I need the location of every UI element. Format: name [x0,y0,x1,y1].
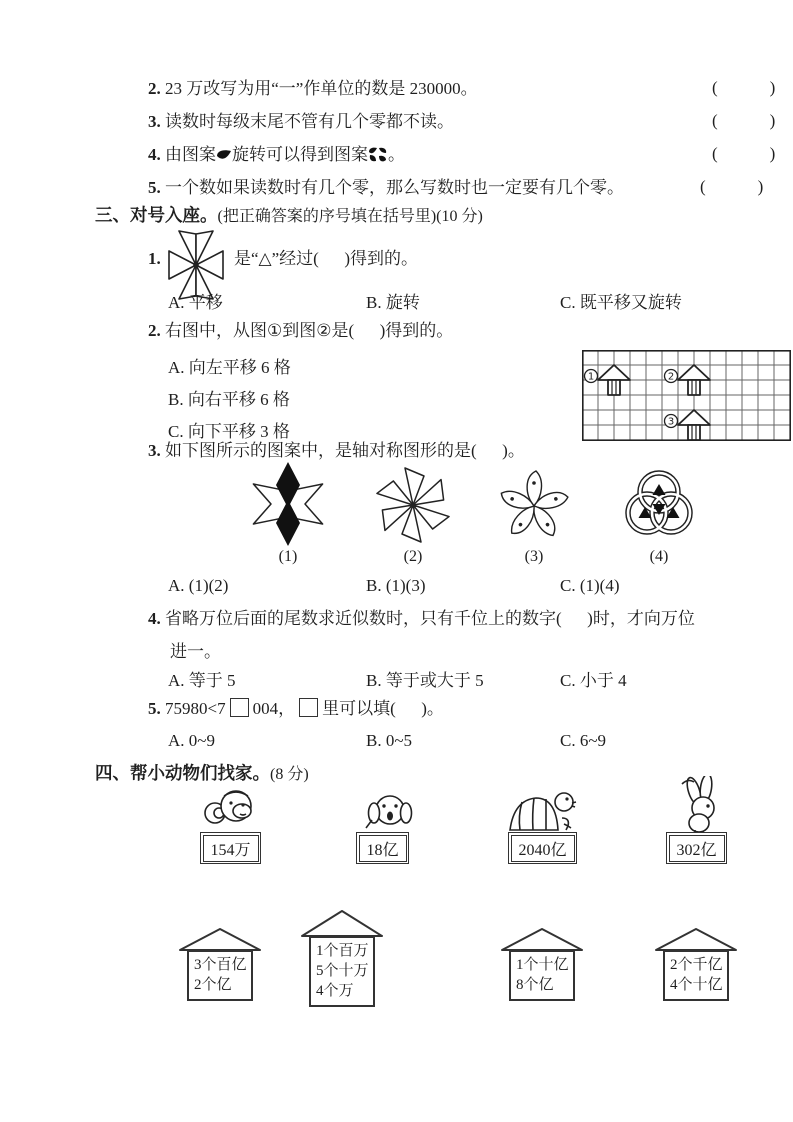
q1-text: 是“△”经过( )得到的。 [234,249,418,268]
dog-sign [356,832,409,864]
judge-item-5 [148,177,624,199]
dog-figure [358,790,422,834]
q2-option-b: B. 向右平移 6 格 [168,390,290,409]
q4-number: 4. [148,609,161,628]
q5-text-p1: 75980<7 [160,699,226,718]
rabbit-figure [668,776,732,834]
q3-number: 3. [148,441,161,460]
q3-option-b: B. (1)(3) [366,576,426,595]
house-2 [300,908,384,1007]
q4-stem-line2: 进一。 [170,642,221,661]
q3-figure-4-triquetra [620,462,698,546]
house-1 [178,926,262,1001]
turtle-figure [506,788,578,834]
house-1-roof [178,926,262,952]
q5-stem [148,698,444,720]
section3-title [95,202,483,227]
turtle-sign [508,832,577,864]
four-leaf-pattern-icon [368,147,388,165]
q5-blank-box-1 [230,698,249,717]
section4-title [95,760,309,785]
grid-label-2: 2 [667,371,675,383]
q5-option-a: A. 0~9 [168,731,215,750]
house-2-body [309,936,375,1007]
house-4 [654,926,738,1001]
section3-title-main: 三、对号入座。 [95,205,218,225]
q4-text-line1: 省略万位后面的尾数求近似数时，只有千位上的数字( )时，才向万位 [160,609,695,628]
q4-option-a: A. 等于 5 [168,671,236,690]
judge-item-5-answer-bracket: ( ) [700,177,766,196]
grid-label-1: 1 [587,371,595,383]
q3-figure-4-label: (4) [649,548,669,565]
judge-item-4 [148,144,405,166]
section4-title-sub: (8 分) [270,766,309,783]
q2-grid-figure [582,350,791,441]
monkey-sign-value: 154万 [203,835,259,862]
q2-option-a: A. 向左平移 6 格 [168,358,291,377]
judge-item-2-number: 2. [148,79,161,98]
judge-item-5-text: 一个数如果读数时有几个零，那么写数时也一定要有几个零。 [160,178,624,197]
q3-figure-2-label: (2) [403,548,423,565]
monkey-figure [198,786,264,834]
q5-text-p3: 里可以填( )。 [322,699,444,718]
rabbit-sign-value: 302亿 [669,835,725,862]
judge-item-4-text-mid: 旋转可以得到图案 [232,145,368,164]
house-2-line-1: 1个百万 [316,943,369,959]
house-2-line-3: 4个万 [316,983,354,999]
house-3-line-2: 8个亿 [516,977,554,993]
q3-option-c: C. (1)(4) [560,576,620,595]
q1-option-a: A. 平移 [168,293,223,312]
house-2-line-2: 5个十万 [316,963,369,979]
q4-stem-line1 [148,608,695,630]
house-4-line-2: 4个十亿 [670,977,723,993]
q4-option-c: C. 小于 4 [560,671,627,690]
house-3-body [509,950,575,1001]
q1-number: 1. [148,249,161,268]
monkey-sign [200,832,261,864]
q2-number: 2. [148,321,161,340]
q3-figure-3-label: (3) [524,548,544,565]
q5-text-p2: 004， [252,699,296,718]
judge-item-3 [148,111,454,133]
q5-blank-box-2 [299,698,318,717]
section4-title-main: 四、帮小动物们找家。 [95,763,270,783]
judge-item-2-answer-bracket: ( ) [712,78,778,97]
q3-option-a: A. (1)(2) [168,576,229,595]
q2-text: 右图中，从图①到图②是( )得到的。 [160,321,454,340]
q5-option-b: B. 0~5 [366,731,413,750]
house-4-line-1: 2个千亿 [670,957,723,973]
house-4-roof [654,926,738,952]
house-1-body [187,950,253,1001]
grid-label-3: 3 [667,416,675,428]
judge-item-4-number: 4. [148,145,161,164]
q3-figure-1-label: (1) [278,548,298,565]
q2-option-c: C. 向下平移 3 格 [168,422,290,441]
judge-item-2 [148,78,478,100]
q4-option-b: B. 等于或大于 5 [366,671,484,690]
judge-item-3-text: 读数时每级末尾不管有几个零都不读。 [160,112,454,131]
house-1-line-1: 3个百亿 [194,957,247,973]
judge-item-4-text-pre: 由图案 [160,145,216,164]
q3-figure-1-star [250,462,326,546]
q1-option-b: B. 旋转 [366,293,420,312]
turtle-sign-value: 2040亿 [511,835,575,862]
house-4-body [663,950,729,1001]
q3-text: 如下图所示的图案中，是轴对称图形的是( )。 [160,441,525,460]
q1-option-c: C. 既平移又旋转 [560,293,682,312]
judge-item-4-text-post: 。 [388,145,405,164]
house-3-line-1: 1个十亿 [516,957,569,973]
q3-figure-2-pinwheel [372,460,454,548]
dog-sign-value: 18亿 [359,835,407,862]
judge-item-5-number: 5. [148,178,161,197]
q2-stem [148,320,453,342]
leaf-pattern-icon [216,149,232,163]
q5-option-c: C. 6~9 [560,731,607,750]
q3-figure-3-flower [496,464,572,544]
judge-item-4-answer-bracket: ( ) [712,144,778,163]
house-3 [500,926,584,1001]
section3-title-sub: (把正确答案的序号填在括号里)(10 分) [217,208,483,225]
judge-item-3-number: 3. [148,112,161,131]
house-1-line-2: 2个亿 [194,977,232,993]
judge-item-3-answer-bracket: ( ) [712,111,778,130]
q3-stem [148,440,525,462]
house-3-roof [500,926,584,952]
judge-item-2-text: 23 万改写为用“一”作单位的数是 230000。 [160,79,478,98]
rabbit-sign [666,832,727,864]
q5-number: 5. [148,699,161,718]
house-2-roof [300,908,384,938]
